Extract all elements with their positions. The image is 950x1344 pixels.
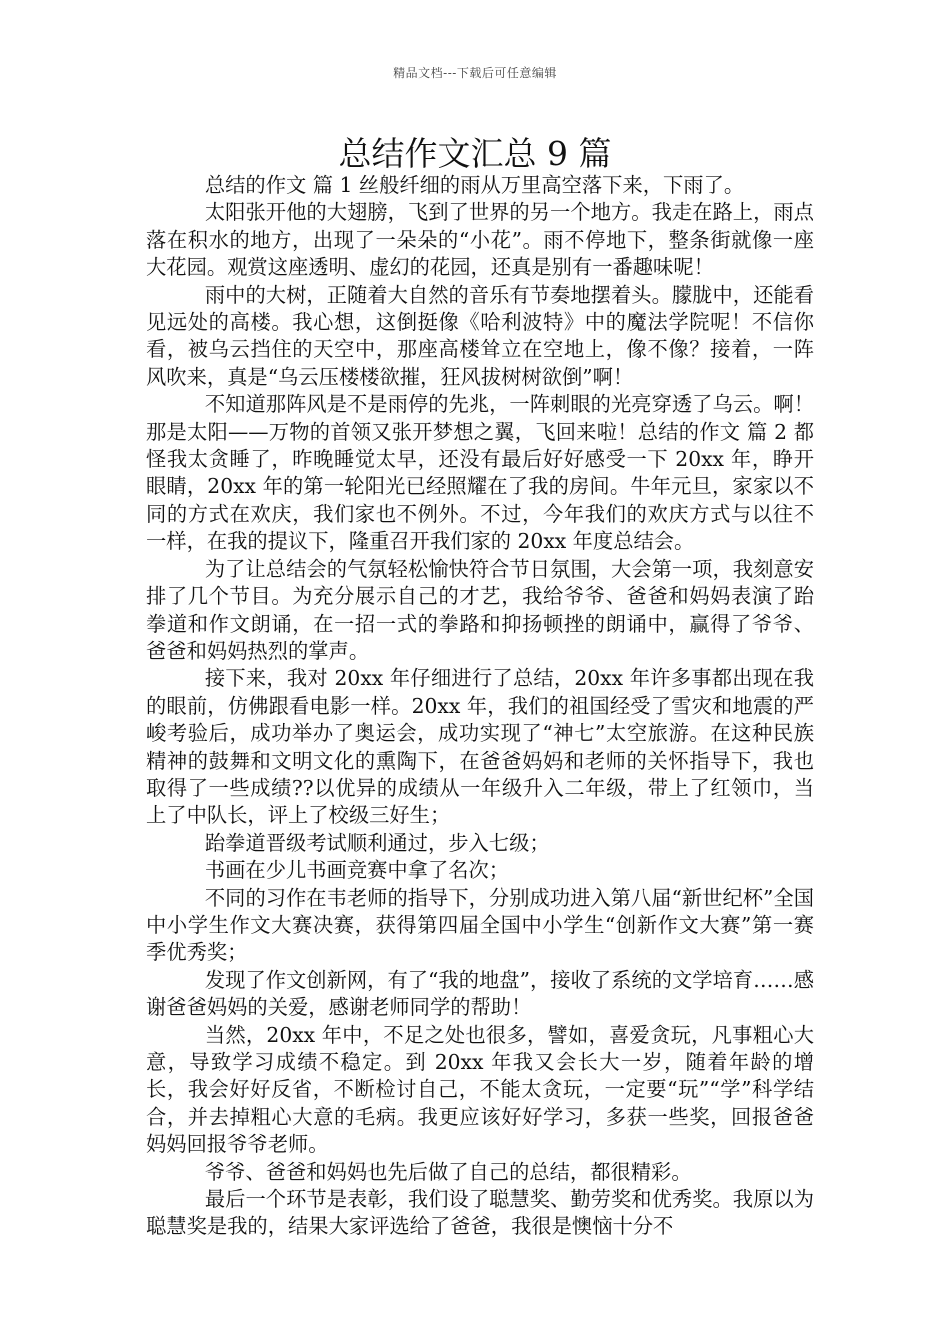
paragraph: 接下来，我对 20xx 年仔细进行了总结，20xx 年许多事都出现在我的眼前，仿佛跟看电影一样。20xx 年，我们的祖国经受了雪灾和地震的严峻考验后，成功举办了奥运会，成功实现了“神七”太空旅游。在这种民族精神的鼓舞和文明文化的熏陶下，在爸爸妈妈和老师的关怀指导下，我也取得了一些成绩??以优异的成绩从一年级升入二年级，带上了红领巾，当上了中队长，评上了校级三好生；: [146, 666, 814, 828]
paragraph: 跆拳道晋级考试顺利通过，步入七级；: [204, 830, 550, 855]
document-title: 总结作文汇总 9 篇: [338, 134, 612, 173]
paragraph: 太阳张开他的大翅膀，飞到了世界的另一个地方。我走在路上，雨点落在积水的地方，出现了一朵朵的“小花”。雨不停地下，整条街就像一座大花园。观赏这座透明、虚幻的花园，还真是别有一番趣味呢！: [146, 200, 814, 280]
document-body: [146, 172, 814, 1241]
paragraph: 爷爷、爸爸和妈妈也先后做了自己的总结，都很精彩。: [204, 1159, 692, 1184]
page-header-note: 精品文档---下载后可任意编辑: [393, 66, 557, 80]
paragraph: 当然，20xx 年中，不足之处也很多，譬如，喜爱贪玩，凡事粗心大意，导致学习成绩不稳定。到 20xx 年我又会长大一岁，随着年龄的增长，我会好好反省，不断检讨自己，不能太贪玩，一定要“玩”“学”科学结合，并去掉粗心大意的毛病。我更应该好好学习，多获一些奖，回报爸爸妈妈回报爷爷老师。: [146, 1022, 814, 1157]
paragraph: 书画在少儿书画竞赛中拿了名次；: [204, 858, 510, 883]
paragraph: 不同的习作在韦老师的指导下，分别成功进入第八届“新世纪杯”全国中小学生作文大赛决赛，获得第四届全国中小学生“创新作文大赛”第一赛季优秀奖；: [146, 885, 814, 965]
paragraph: 为了让总结会的气氛轻松愉快符合节日氛围，大会第一项，我刻意安排了几个节目。为充分展示自己的才艺，我给爷爷、爸爸和妈妈表演了跆拳道和作文朗诵，在一招一式的拳路和抑扬顿挫的朗诵中，赢得了爷爷、爸爸和妈妈热烈的掌声。: [146, 556, 814, 663]
paragraph: 最后一个环节是表彰，我们设了聪慧奖、勤劳奖和优秀奖。我原以为聪慧奖是我的，结果大家评选给了爸爸，我很是懊恼十分不: [146, 1187, 814, 1239]
paragraph: 雨中的大树，正随着大自然的音乐有节奏地摆着头。朦胧中，还能看见远处的高楼。我心想，这倒挺像《哈利波特》中的魔法学院呢！不信你看，被乌云挡住的天空中，那座高楼耸立在空地上，像不像？接着，一阵风吹来，真是“乌云压楼楼欲摧，狂风拔树树欲倒”啊！: [146, 282, 814, 389]
paragraph: 发现了作文创新网，有了“我的地盘”，接收了系统的文学培育……感谢爸爸妈妈的关爱，感谢老师同学的帮助！: [146, 967, 814, 1020]
paragraph: 总结的作文 篇 1 丝般纤细的雨从万里高空落下来，下雨了。: [204, 173, 745, 197]
paragraph: 不知道那阵风是不是雨停的先兆，一阵刺眼的光亮穿透了乌云。啊！那是太阳——万物的首领又张开梦想之翼，飞回来啦！总结的作文 篇 2 都怪我太贪睡了，昨晚睡觉太早，还没有最后好好感受一下 20xx 年，睁开眼睛，20xx 年的第一轮阳光已经照耀在了我的房间。牛年元旦，家家以不同的方式在欢庆，我们家也不例外。不过，今年我们的欢庆方式与以往不一样，在我的提议下，隆重召开我们家的 20xx 年度总结会。: [146, 392, 814, 554]
